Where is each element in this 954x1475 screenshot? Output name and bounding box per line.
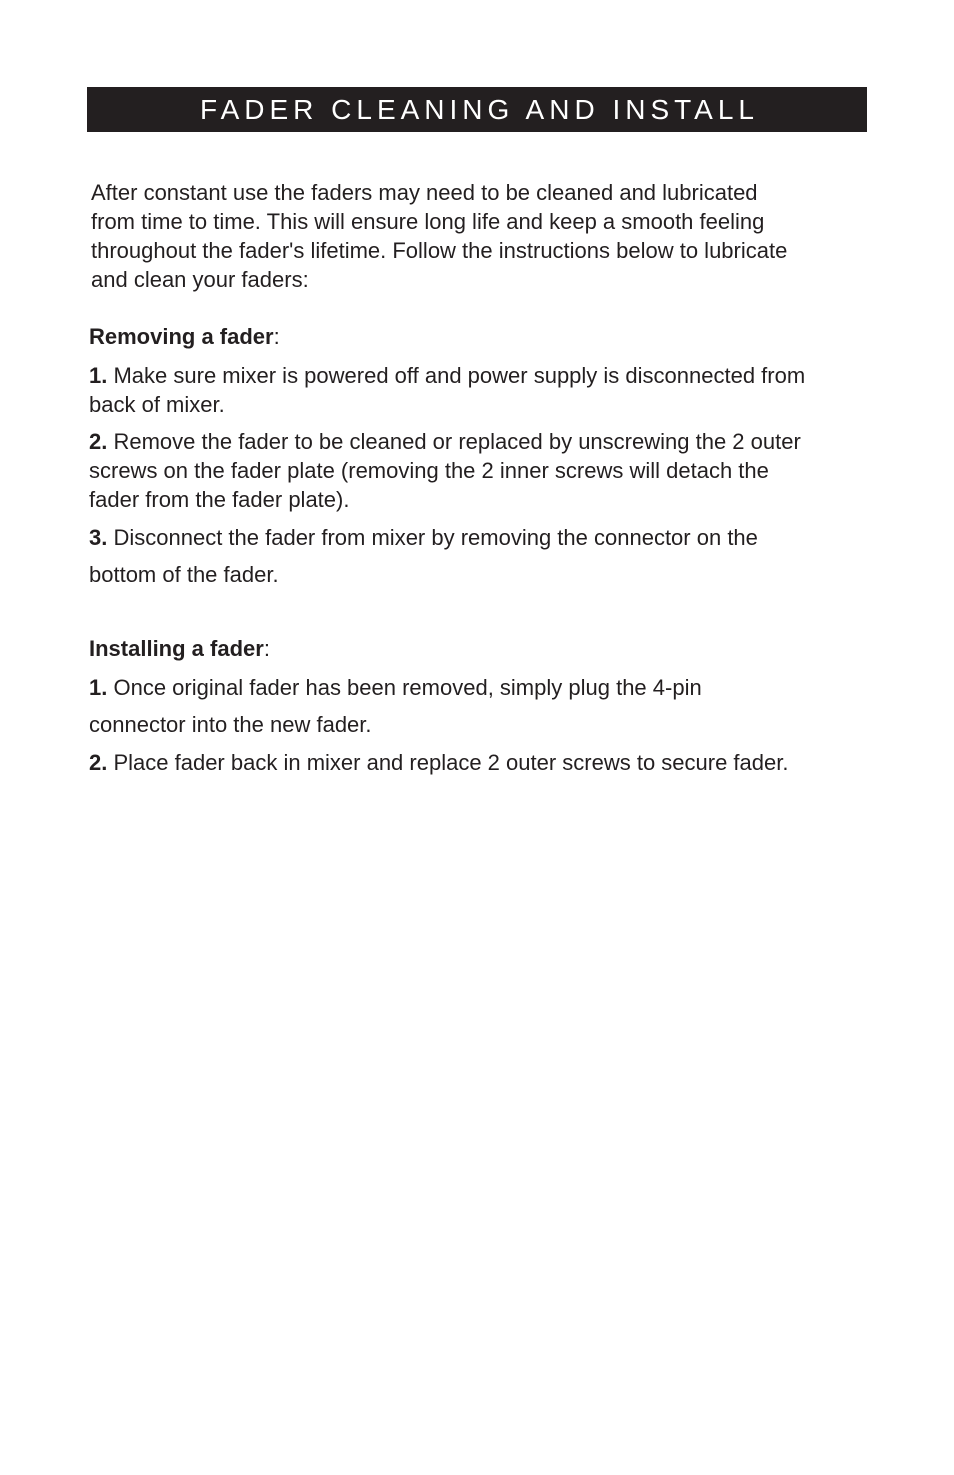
removing-step-2	[89, 427, 889, 514]
removing-heading-colon: :	[273, 324, 280, 349]
page-title: FADER CLEANING AND INSTALL	[200, 93, 759, 125]
installing-heading-label: Installing a fader	[89, 636, 264, 661]
section-title-bar	[87, 87, 867, 132]
removing-heading	[89, 322, 280, 351]
installing-heading-colon: :	[263, 636, 270, 661]
step-text: Make sure mixer is powered off and power supply is disconnected from back of mixer.	[89, 363, 806, 417]
step-number: 3.	[89, 525, 108, 550]
removing-step-1	[89, 361, 889, 419]
step-text: Once original fader has been removed, simply plug the 4-pin connector into the new fader.	[89, 675, 702, 737]
removing-heading-label: Removing a fader	[89, 324, 274, 349]
installing-step-1	[89, 669, 889, 743]
step-number: 1.	[89, 363, 108, 388]
step-number: 2.	[89, 750, 108, 775]
step-number: 1.	[89, 675, 108, 700]
installing-step-2	[89, 748, 889, 777]
step-text: Disconnect the fader from mixer by removing the connector on the bottom of the fader.	[89, 525, 758, 587]
intro-paragraph: After constant use the faders may need to be cleaned and lubricated from time to time. This will ensure long life and keep a smooth feeling throughout the fader's lifetime. Follow the instructions below to lubricate and clean your faders:	[91, 180, 788, 292]
step-text: Place fader back in mixer and replace 2 outer screws to secure fader.	[107, 750, 789, 775]
step-text: Remove the fader to be cleaned or replaced by unscrewing the 2 outer screws on the fader plate (removing the 2 inner screws will detach the fader from the fader plate).	[89, 429, 801, 512]
removing-step-3	[89, 519, 889, 593]
step-number: 2.	[89, 429, 108, 454]
installing-heading	[89, 634, 270, 663]
